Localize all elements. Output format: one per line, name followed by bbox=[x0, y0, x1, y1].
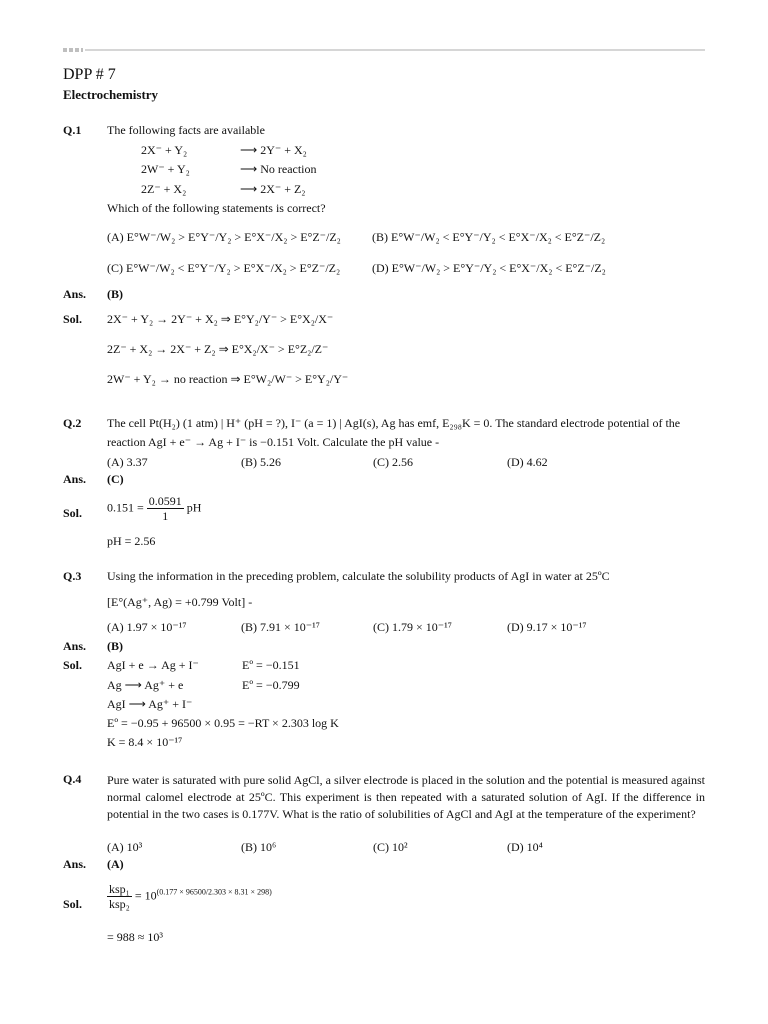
q2-sol-numerator: 0.0591 bbox=[148, 494, 182, 508]
q3-option-a: (A) 1.97 × 10⁻¹⁷ bbox=[107, 620, 187, 634]
q2-text-line-1: The cell Pt(H₂) (1 atm) | H⁺ (pH = ?), I⁻ (a = 1) | AgI(s), Ag has emf, E₂₉₈K = 0. The standard electrode potential of the bbox=[107, 416, 681, 430]
q2-sol-fraction bbox=[147, 494, 184, 523]
q2-sol-lhs: 0.151 = bbox=[107, 500, 144, 515]
q3-option-c: (C) 1.79 × 10⁻¹⁷ bbox=[373, 620, 452, 634]
q4-sol-numerator: ksp₁ bbox=[109, 882, 130, 896]
q1-question: Which of the following statements is correct? bbox=[107, 201, 326, 215]
q4-ans-label: Ans. bbox=[63, 857, 87, 871]
q1-intro: The following facts are available bbox=[107, 123, 265, 137]
q1-answer: (B) bbox=[107, 287, 123, 301]
q1-reaction-2-lhs: 2W⁻ + Y₂ bbox=[141, 162, 190, 176]
q2-sol-result: pH = 2.56 bbox=[107, 534, 156, 548]
header-rule bbox=[63, 48, 705, 52]
q1-reaction-2-rhs: ⟶ No reaction bbox=[240, 162, 317, 176]
q3-sol-eq-2: Ag ⟶ Ag⁺ + e bbox=[107, 678, 184, 692]
q4-text: Pure water is saturated with pure solid AgCl, a silver electrode is placed in the solution and the potential is measured against normal calomel electrode at 25ºC. This experiment is then repeated with a saturated solution of AgI. If the difference in potential in the two cases is 0.177V. What is the ratio of solubilities of AgCl and AgI at the temperature of the experiment? bbox=[107, 773, 705, 821]
q1-reaction-3-lhs: 2Z⁻ + X₂ bbox=[141, 182, 187, 196]
q1-reaction-1-rhs: ⟶ 2Y⁻ + X₂ bbox=[240, 143, 307, 157]
q2-option-c: (C) 2.56 bbox=[373, 455, 413, 469]
q4-sol-equation bbox=[107, 882, 272, 911]
q2-sol-denominator: 1 bbox=[162, 509, 169, 523]
q3-ans-label: Ans. bbox=[63, 639, 87, 653]
q4-sol-result: = 988 ≈ 10³ bbox=[107, 930, 163, 944]
q2-sol-rhs: pH bbox=[186, 500, 202, 515]
q3-sol-line-4: Eº = −0.95 + 96500 × 0.95 = −RT × 2.303 log K bbox=[107, 716, 339, 730]
header-dots bbox=[63, 48, 83, 52]
q1-reaction-1-lhs: 2X⁻ + Y₂ bbox=[141, 143, 188, 157]
q1-reaction-3-rhs: ⟶ 2X⁻ + Z₂ bbox=[240, 182, 306, 196]
q1-sol-label: Sol. bbox=[63, 312, 83, 326]
q4-option-c: (C) 10² bbox=[373, 840, 408, 854]
q4-answer: (A) bbox=[107, 857, 124, 871]
q3-sol-e-1: Eº = −0.151 bbox=[242, 658, 300, 672]
q1-ans-label: Ans. bbox=[63, 287, 87, 301]
q2-answer: (C) bbox=[107, 472, 124, 486]
q3-given: [E°(Ag⁺, Ag) = +0.799 Volt] - bbox=[107, 595, 253, 609]
q4-sol-denominator: ksp₂ bbox=[109, 897, 130, 911]
q2-ans-label: Ans. bbox=[63, 472, 87, 486]
q1-sol-line-1: 2X⁻ + Y₂ → 2Y⁻ + X₂ ⇒ E°Y₂/Y⁻ > E°X₂/X⁻ bbox=[107, 312, 334, 326]
q3-sol-eq-1: AgI + e → Ag + I⁻ bbox=[107, 658, 199, 672]
header-line bbox=[85, 49, 705, 51]
q2-sol-equation bbox=[107, 494, 201, 523]
q4-label: Q.4 bbox=[63, 772, 82, 786]
q3-sol-e-2: Eº = −0.799 bbox=[242, 678, 300, 692]
q3-label: Q.3 bbox=[63, 569, 82, 583]
q4-option-a: (A) 10³ bbox=[107, 840, 143, 854]
q3-sol-line-5: K = 8.4 × 10⁻¹⁷ bbox=[107, 735, 183, 749]
q1-option-c: (C) E°W⁻/W₂ < E°Y⁻/Y₂ > E°X⁻/X₂ > E°Z⁻/Z₂ bbox=[107, 261, 341, 275]
q2-option-b: (B) 5.26 bbox=[241, 455, 281, 469]
q1-sol-line-3: 2W⁻ + Y₂ → no reaction ⇒ E°W₂/W⁻ > E°Y₂/Y⁻ bbox=[107, 372, 349, 386]
q3-answer: (B) bbox=[107, 639, 123, 653]
q2-label: Q.2 bbox=[63, 416, 82, 430]
q2-sol-label: Sol. bbox=[63, 506, 83, 520]
q4-sol-base: = 10 bbox=[134, 888, 157, 903]
q2-option-d: (D) 4.62 bbox=[507, 455, 548, 469]
q4-option-b: (B) 10⁶ bbox=[241, 840, 277, 854]
q1-sol-line-2: 2Z⁻ + X₂ → 2X⁻ + Z₂ ⇒ E°X₂/X⁻ > E°Z₂/Z⁻ bbox=[107, 342, 329, 356]
page-title: DPP # 7 bbox=[63, 66, 116, 83]
q4-sol-fraction bbox=[107, 882, 132, 911]
q1-option-a: (A) E°W⁻/W₂ > E°Y⁻/Y₂ > E°X⁻/X₂ > E°Z⁻/Z₂ bbox=[107, 230, 341, 244]
q1-option-d: (D) E°W⁻/W₂ > E°Y⁻/Y₂ < E°X⁻/X₂ < E°Z⁻/Z₂ bbox=[372, 261, 606, 275]
q2-text-line-2: reaction AgI + e⁻ → Ag + I⁻ is −0.151 Volt. Calculate the pH value - bbox=[107, 435, 440, 449]
q4-sol-label: Sol. bbox=[63, 897, 83, 911]
q3-option-b: (B) 7.91 × 10⁻¹⁷ bbox=[241, 620, 320, 634]
q4-option-d: (D) 10⁴ bbox=[507, 840, 543, 854]
q1-label: Q.1 bbox=[63, 123, 82, 137]
q2-option-a: (A) 3.37 bbox=[107, 455, 148, 469]
q3-option-d: (D) 9.17 × 10⁻¹⁷ bbox=[507, 620, 587, 634]
q4-sol-exponent: (0.177 × 96500/2.303 × 8.31 × 298) bbox=[156, 887, 272, 897]
page-subject: Electrochemistry bbox=[63, 87, 159, 102]
q3-sol-eq-3: AgI ⟶ Ag⁺ + I⁻ bbox=[107, 697, 193, 711]
q3-sol-label: Sol. bbox=[63, 658, 83, 672]
q1-option-b: (B) E°W⁻/W₂ < E°Y⁻/Y₂ < E°X⁻/X₂ < E°Z⁻/Z₂ bbox=[372, 230, 606, 244]
q3-text: Using the information in the preceding problem, calculate the solubility products of AgI in water at 25ºC bbox=[107, 569, 610, 583]
